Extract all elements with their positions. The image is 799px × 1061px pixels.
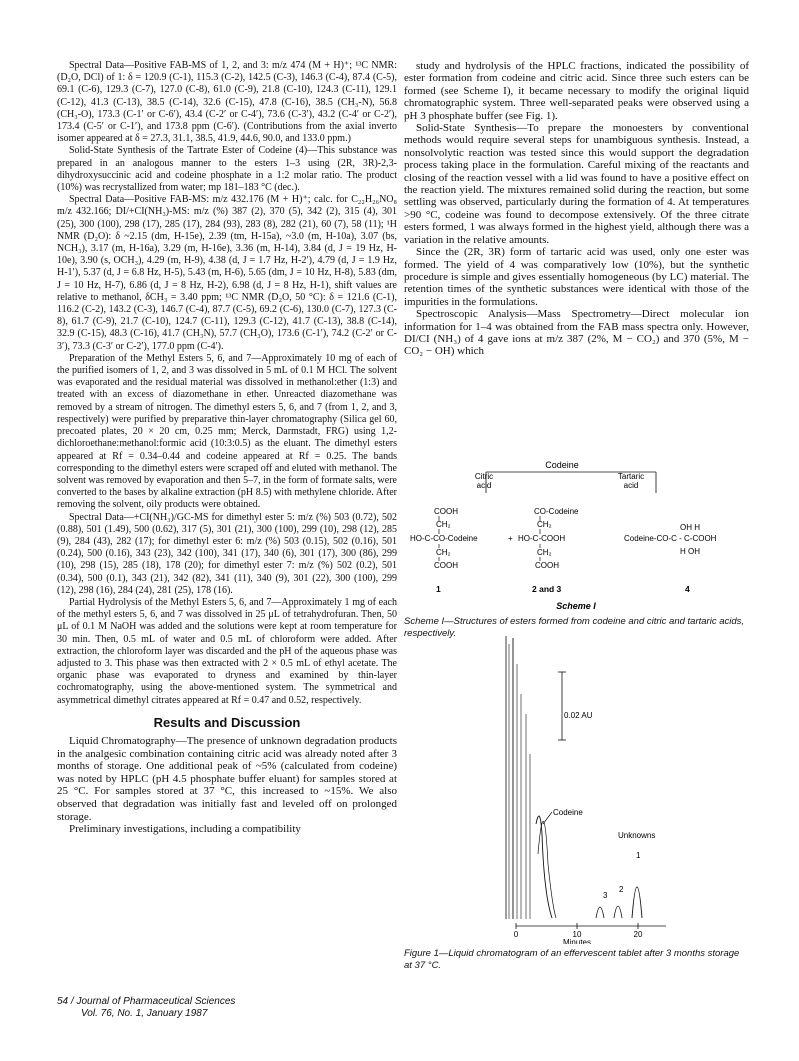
paragraph-spectral-data-1: Spectral Data—Positive FAB-MS of 1, 2, and 3: m/z 474 (M + H)⁺; ¹³C NMR: (D₂O, DCl) of 1: δ = 120.9 (C-1), 115.3 (C-2), 142.5 (C-3), 146.3 (C-4), 87.4 (C-5), 69.1 (C-6), 129.3 (C-7), 127.0 (C-8), 61.0 (C-9), 21.8 (C-10), 124.3 (C-11), 129.1 (C-12), 41.3 (C-13), 38.5 (C-14), 32.6 (C-15), 47.8 (C-16), 38.5 (CH₃-N), 56.8 (CH₃-O), 173.3 (C-1′ or C-6′), 43.4 (C-2′ or C-4′), 73.6 (C-3′), 43.2 (C-4′ or C-2′), 173.4 (C-5′ or C-1′), and 173.8 ppm (C-6′). (Contributions from the axial inverto isomer appeared at δ = 27.3, 31.1, 38.5, 41.9, 44.6, 90.0, and 133.0 ppm.) xyxy=(57,60,397,145)
x-tick-0: 0 xyxy=(513,930,519,939)
paragraph-study: study and hydrolysis of the HPLC fractions, indicated the possibility of ester formation from codeine and citric acid. Since three such esters can be formed (see Scheme I), it became necessary to modify the original liquid chromatographic system. Three well-separated peaks were observed using a pH 3 phosphate buffer (see Fig. 1). xyxy=(404,60,749,122)
footer-volume: Vol. 76, No. 1, January 1987 xyxy=(81,1008,208,1019)
scheme-tartaric-label: Tartaric xyxy=(617,472,645,481)
paragraph-spectral-data-3: Spectral Data—+CI(NH₃)/GC-MS for dimethyl ester 5: m/z (%) 503 (0.72), 502 (0.88), 501 (1.49), 500 (0.62), 317 (5), 301 (21), 300 (100), 299 (10), 298 (12), 285 (9), 284 (43), 282 (17); for dimethyl ester 6: m/z (%) 503 (0.15), 502 (0.16), 501 (0.24), 500 (0.16), 343 (23), 342 (100), 341 (17), 340 (6), 301 (17), 300 (86), 299 (10), 298 (15), 285 (18), 178 (20); for dimethyl ester 7: m/z (%) 502 (0.2), 501 (0.34), 500 (0.1), 343 (21), 342 (82), 341 (11), 340 (9), 301 (22), 300 (100), 299 (12), 298 (16), 284 (24), 281 (25), 178 (16). xyxy=(57,511,397,596)
structure-1-line-2: CH₂ xyxy=(436,520,451,529)
page-footer xyxy=(57,996,235,1020)
structure-1-number: 1 xyxy=(436,584,441,594)
structure-1-line-4: CH₂ xyxy=(436,548,451,557)
scheme-title: Scheme I xyxy=(556,601,596,611)
structure-4-middle: Codeine-CO-C - C-COOH xyxy=(624,534,717,543)
codeine-peak-label: Codeine xyxy=(553,808,583,817)
scheme-plus-sign: + xyxy=(508,534,513,543)
paragraph-methyl-esters: Preparation of the Methyl Esters 5, 6, and 7—Approximately 10 mg of each of the purified isomers of 1, 2, and 3 was dissolved in 5 mL of 0.1 M HCl. The solvent was evaporated and the residual material was dissolved in methanol:ether (1:3) and treated with an excess of diazomethane in ether. Unreacted diazomethane was removed by a stream of nitrogen. The dimethyl esters 5, 6, and 7 (from 1, 2, and 3, respectively) were purified by preparative thin-layer chromatography (Silica gel 60, precoated plates, 20 × 20 cm, 0.25 mm; Merck, Darmstadt, FRG) using 1,2-dichloroethane:methanol:formic acid (10:3:0.5) as the eluant. The dimethyl esters appeared at Rf = 0.34–0.44 and codeine appeared at Rf = 0.25. The bands corresponding to the dimethyl esters were scraped off and eluted with methanol. The solvent was removed by evaporation and then 5–7, in the form of formate salts, were converted to the bases by alkaline extraction (pH 8.5) with methylene chloride. After removing the solvent, oily products were obtained. xyxy=(57,352,397,511)
structure-2-line-1: CO-Codeine xyxy=(534,507,579,516)
structure-1-line-3: HO-C-CO-Codeine xyxy=(410,534,478,543)
chromatogram xyxy=(496,634,696,944)
structure-2-line-2: CH₂ xyxy=(537,520,552,529)
structure-4-number: 4 xyxy=(685,584,690,594)
paragraph-preliminary: Preliminary investigations, including a compatibility xyxy=(69,823,301,836)
scheme-tartaric-acid-label: acid xyxy=(623,481,639,490)
paragraph-tartaric: Since the (2R, 3R) form of tartaric acid was used, only one ester was formed. The yield of 4 was comparatively low (10%), but the synthetic procedure is simple and gives essentially homogeneous (by LC) material. The retention times of the synthetic substances were identical with those of the impurities in the formulations. xyxy=(404,246,749,308)
x-tick-20: 20 xyxy=(633,930,643,939)
section-heading: Results and Discussion xyxy=(153,714,301,730)
peak-2-label: 2 xyxy=(619,885,624,894)
scheme-citric-label: Citric xyxy=(474,472,494,481)
left-column xyxy=(57,60,397,836)
structure-4-bottom: H OH xyxy=(680,547,700,556)
structure-2-line-5: COOH xyxy=(535,561,559,570)
x-axis-label: Minutes xyxy=(562,938,592,944)
structure-2-3-number: 2 and 3 xyxy=(532,584,562,594)
paragraph-solid-state: Solid-State Synthesis—To prepare the monoesters by conventional methods would require several steps for unambiguous synthesis. Instead, a nonsolvolytic reaction was tested since this would support the degradation process taking place in the formulation. Careful mixing of the reactants and closing of the reaction vessel with a lid was found to have a positive effect on the reaction yield. The mixtures remained solid during the reaction, but some settling was observed, particularly during the formation of 4. At temperatures >90 °C, codeine was found to decompose extensively. Of the three citrate esters formed, 1 was always formed in the highest yield, although there was a variation in the relative amounts. xyxy=(404,122,749,246)
paragraph-spectral-data-2: Spectral Data—Positive FAB-MS: m/z 432.176 (M + H)⁺; calc. for C₂₂H₂₆NO₈ m/z 432.166; DI/+CI(NH₃)-MS: m/z (%) 387 (2), 370 (5), 342 (2), 315 (4), 301 (25), 300 (100), 298 (17), 285 (17), 284 (93), 283 (8), 282 (21), 60 (7), 58 (11); ¹H NMR (D₂O): δ ~2.15 (dm, H-15e), 2.39 (tm, H-15a), ~3.0 (m, H-10a), 3.07 (bs, NCH₃), 3.17 (m, H-16a), 3.29 (m, H-16e), 3.36 (m, H-14), 3.84 (d, J = 19 Hz, H-10e), 3.90 (s, OCH₃), 4.29 (m, H-9), 4.38 (d, J = 1.7 Hz, H-2′), 4.79 (d, J = 1.9 Hz, H-1′), 5.37 (d, J = 6.8 Hz, H-5), 5.43 (m, H-6), 5.65 (dm, J = 10 Hz, H-8), 5.83 (dm, J = 10 Hz, H-7), 6.86 (d, J = 8 Hz, H-2), 6.98 (d, J = 8 Hz, H-1), shift values are relative to methanol, δCH₃ = 3.40 ppm; ¹³C NMR (D₂O, 50 °C): δ = 121.6 (C-1), 116.2 (C-2), 143.2 (C-3), 146.7 (C-4), 87.7 (C-5), 69.2 (C-6), 130.0 (C-7), 127.3 (C-8), 61.7 (C-9), 21.7 (C-10), 124.7 (C-11), 129.3 (C-12), 41.7 (C-13), 38.8 (C-14), 32.9 (C-15), 48.3 (C-16), 41.7 (CH₃N), 57.7 (CH₃O), 173.6 (C-1′), 74.2 (C-2′ or C-3′), 73.3 (C-3′ or C-2′), 177.0 ppm (C-4′). xyxy=(57,194,397,352)
structure-1-line-1: COOH xyxy=(434,507,458,516)
right-column xyxy=(404,60,749,358)
footer-journal: 54 / Journal of Pharmaceutical Sciences xyxy=(57,996,236,1007)
figure-caption: Figure 1—Liquid chromatogram of an effervescent tablet after 3 months storage at 37 °C. xyxy=(404,948,740,971)
paragraph-liquid-chromatography: Liquid Chromatography—The presence of unknown degradation products in the analgesic combination containing citric acid was already noted after 3 months of storage. One additional peak of ~5% (calculated from codeine) was noted by HPLC (pH 4.5 phosphate buffer eluant) for samples stored at 25 °C. For samples stored at 37 °C, this increased to ~15%. We also observed that degradation was initially fast and leveled off on prolonged storage. xyxy=(57,734,397,823)
peak-3-label: 3 xyxy=(603,891,608,900)
paragraph-tartrate-synthesis: Solid-State Synthesis of the Tartrate Ester of Codeine (4)—This substance was prepared in an analogous manner to the esters 1–3 using (2R, 3R)-2,3-dihydroxysuccinic acid and codeine phosphate in a 1:2 molar ratio. The product (10%) was recrystallized from water; mp 181–183 °C (dec.). xyxy=(57,145,397,194)
x-tick-10: 10 xyxy=(572,930,582,939)
structure-4-top: OH H xyxy=(680,523,700,532)
structure-2-line-4: CH₂ xyxy=(537,548,552,557)
scheme-codeine-label: Codeine xyxy=(545,460,579,470)
scheme-caption: Scheme I—Structures of esters formed from codeine and citric and tartaric acids, respectively. xyxy=(404,616,745,639)
peak-1-label: 1 xyxy=(636,851,641,860)
paragraph-spectroscopic: Spectroscopic Analysis—Mass Spectrometry—Direct molecular ion information for 1–4 was obtained from the FAB mass spectra only. However, DI/CI (NH₃) of 4 gave ions at m/z 387 (2%, M − CO₂) and 370 (5%, M − CO₂ − OH) which xyxy=(404,308,749,358)
structure-1-line-5: COOH xyxy=(434,561,458,570)
scheme-diagram xyxy=(404,458,749,628)
structure-2-line-3: HO-C-COOH xyxy=(518,534,566,543)
unknowns-label: Unknowns xyxy=(618,831,656,840)
paragraph-partial-hydrolysis: Partial Hydrolysis of the Methyl Esters 5, 6, and 7—Approximately 1 mg of each of the methyl esters 5, 6, and 7 was dissolved in 25 μL of tetrahydrofuran. Then, 50 μL of 0.1 M NaOH was added and the solutions were kept at room temperature for 30 min. Then, 0.5 mL of water and 0.5 mL of chloroform were added. After extraction, the chloroform layer was discarded and the pH of the aqueous phase was adjusted to 3. This phase was then extracted with 2 × 0.5 mL of ethyl acetate. The organic phase was evaporated to dryness and examined by thin-layer cochromatography, using the above-mentioned system. The symmetrical and asymmetrical dimethyl citrates appeared at Rf = 0.47 and 0.52, respectively. xyxy=(57,596,397,706)
au-scale-label: 0.02 AU xyxy=(564,711,593,720)
scheme-citric-acid-label: acid xyxy=(476,481,492,490)
